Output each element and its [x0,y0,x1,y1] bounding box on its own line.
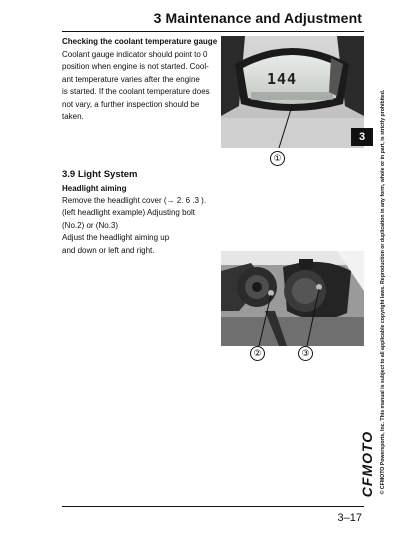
copyright-notice: © CFMOTO Powersports, Inc. This manual is subject to all applicable copyright laws. Reproduction or duplication in any form, whole or in part, is strictly prohibited. [380,89,386,495]
callout-2: ② [250,346,265,361]
section-title-light-system: 3.9 Light System [62,169,138,180]
body-line: Adjust the headlight aiming up [62,233,170,243]
gauge-photo [221,36,364,148]
page-header-title: 3 Maintenance and Adjustment [153,10,362,26]
body-line: and down or left and right. [62,245,155,255]
headlight-photo-illustration [221,251,364,346]
body-line: is started. If the coolant temperature does [62,87,210,97]
gauge-photo-illustration [221,36,364,148]
header-divider [62,31,364,32]
body-line: ant temperature varies after the engine [62,74,200,84]
chapter-tab: 3 [351,128,373,146]
section-heading-coolant: Checking the coolant temperature gauge [62,37,218,46]
footer-divider [62,506,364,507]
body-line: Remove the headlight cover (→ 2. 6 .3 ). [62,196,207,205]
callout-1: ① [270,151,285,166]
headlight-photo [221,251,364,346]
section-body-coolant [62,49,214,123]
page-number: 3–17 [337,512,362,524]
callout-3: ③ [298,346,313,361]
section-subtitle-headlight: Headlight aiming [62,184,127,193]
body-line: Coolant gauge indicator should point to 0 [62,50,208,59]
section-body-headlight [62,195,222,257]
body-line: not vary, a further inspection should be [62,99,200,109]
gauge-readout: 144 [267,70,298,88]
body-line: (No.2) or (No.3) [62,220,119,230]
body-line: position when engine is not started. Cool- [62,62,209,72]
body-line: taken. [62,112,84,122]
brand-logo: CFMOTO [359,430,375,498]
body-line: (left headlight example) Adjusting bolt [62,208,195,218]
